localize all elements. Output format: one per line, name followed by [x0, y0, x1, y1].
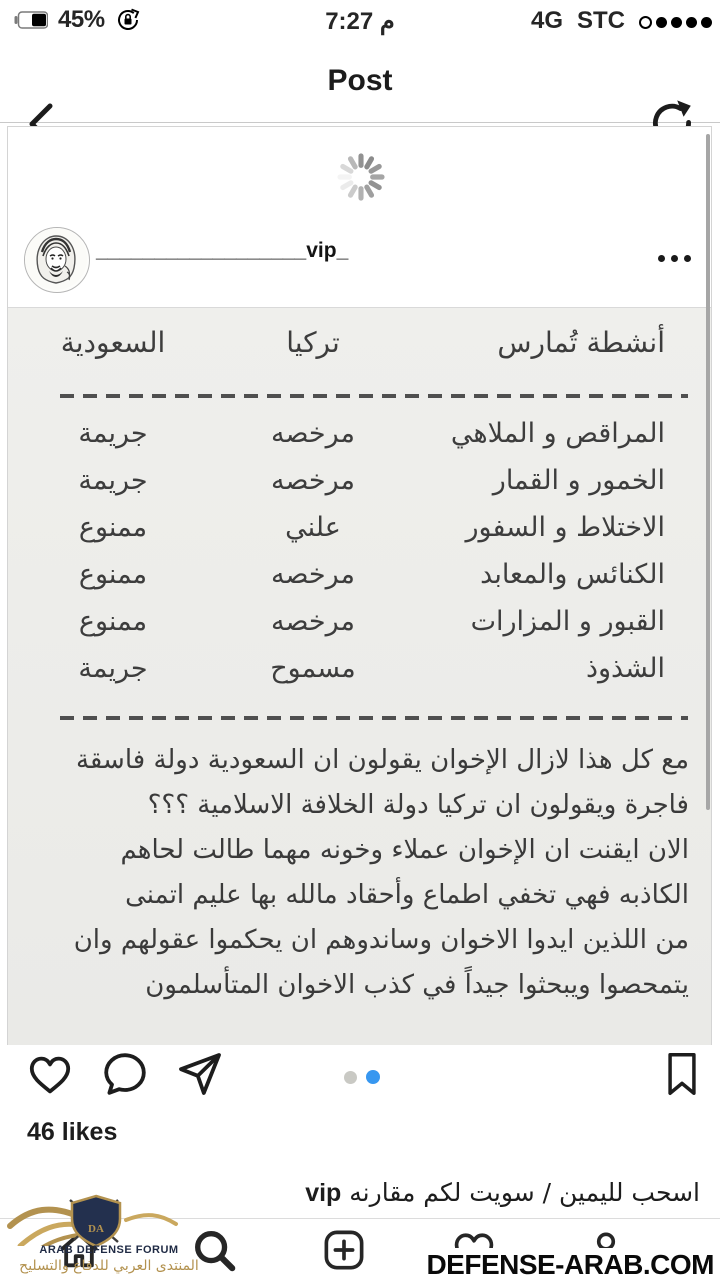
paragraph-line: الان ايقنت ان الإخوان عملاء وخونه مهما طالت لحاهم	[120, 835, 689, 865]
post-card	[7, 126, 712, 1045]
cell-turkey: مرخصه	[271, 606, 355, 637]
carousel-dot	[344, 1071, 357, 1084]
caption-text: اسحب لليمين / سويت لكم مقارنه	[349, 1178, 700, 1207]
cell-activity: الخمور و القمار	[492, 465, 665, 496]
avatar[interactable]	[24, 227, 90, 293]
like-icon[interactable]	[26, 1050, 74, 1098]
cell-turkey: مرخصه	[271, 559, 355, 590]
table-row	[8, 504, 685, 551]
carousel-indicator	[344, 1070, 380, 1084]
cell-saudi: جريمة	[78, 653, 148, 684]
site-watermark: DEFENSE-ARAB.COM	[416, 1248, 720, 1284]
action-bar	[0, 1048, 720, 1104]
paragraph-line: فاجرة ويقولون ان تركيا دولة الخلافة الاسلامية ؟؟؟	[147, 790, 689, 820]
loading-spinner-icon	[333, 149, 389, 205]
page-title: Post	[327, 64, 393, 97]
svg-text:DA: DA	[88, 1223, 104, 1235]
table-row	[8, 598, 685, 645]
bookmark-icon[interactable]	[660, 1050, 704, 1098]
signal-strength-icon	[639, 16, 712, 29]
col-saudi-header: السعودية	[60, 326, 166, 359]
dashed-divider	[60, 716, 688, 720]
col-turkey-header: تركيا	[286, 326, 340, 359]
post-options-icon[interactable]	[658, 255, 691, 262]
table-header	[8, 326, 685, 359]
cell-saudi: ممنوع	[78, 606, 148, 637]
new-post-icon[interactable]	[321, 1227, 367, 1273]
carousel-dot-active	[366, 1070, 380, 1084]
carrier-name: STC	[577, 7, 625, 34]
paragraph-line: مع كل هذا لازال الإخوان يقولون ان السعودية دولة فاسقة	[75, 745, 689, 775]
paragraph-line: يتمحصوا ويبحثوا جيداً في كذب الاخوان المتأسلمون	[145, 970, 689, 1000]
cell-saudi: ممنوع	[78, 512, 148, 543]
cell-saudi: جريمة	[78, 418, 148, 449]
likes-count[interactable]: 46 likes	[27, 1118, 118, 1146]
col-activity-header: أنشطة تُمارس	[497, 326, 665, 359]
image-paragraph	[22, 738, 689, 1008]
forum-name-en: ARAB DEFENSE FORUM	[39, 1244, 179, 1256]
network-type: 4G	[530, 7, 563, 34]
paragraph-line: الكاذبه فهي تخفي اطماع وأحقاد مالله بها عليم اتمنى	[125, 880, 689, 910]
post-image[interactable]	[8, 308, 711, 1045]
cell-turkey: مرخصه	[271, 418, 355, 449]
cell-saudi: جريمة	[78, 465, 148, 496]
forum-logo	[0, 1192, 218, 1280]
forum-name-ar: المنتدى العربي للدفاع والتسليح	[19, 1258, 199, 1274]
username[interactable]: __________________vip_	[96, 239, 349, 262]
cell-activity: الكنائس والمعابد	[480, 559, 665, 590]
cell-activity: الاختلاط و السفور	[465, 512, 665, 543]
cell-saudi: ممنوع	[78, 559, 148, 590]
table-row	[8, 457, 685, 504]
cell-activity: القبور و المزارات	[470, 606, 665, 637]
battery-percent: 45%	[58, 6, 105, 33]
table-row	[8, 410, 685, 457]
paragraph-line: من اللذين ايدوا الاخوان وساندوهم ان يحكموا عقولهم وان	[73, 925, 689, 955]
forum-shield-icon	[0, 1190, 218, 1246]
status-bar	[0, 0, 720, 44]
comment-icon[interactable]	[101, 1050, 149, 1098]
cell-activity: الشذوذ	[585, 653, 665, 684]
caption-username[interactable]: vip	[305, 1179, 342, 1207]
table-row	[8, 551, 685, 598]
clock: م 7:27	[325, 8, 395, 35]
cell-turkey: مرخصه	[271, 465, 355, 496]
dashed-divider	[60, 394, 688, 398]
cell-turkey: مسموح	[270, 653, 356, 684]
comparison-table	[8, 410, 685, 692]
nav-bar	[0, 44, 720, 123]
scrollbar[interactable]	[706, 134, 710, 810]
table-row	[8, 645, 685, 692]
cell-turkey: علني	[285, 512, 341, 543]
share-icon[interactable]	[176, 1050, 224, 1098]
cell-activity: المراقص و الملاهي	[450, 418, 665, 449]
